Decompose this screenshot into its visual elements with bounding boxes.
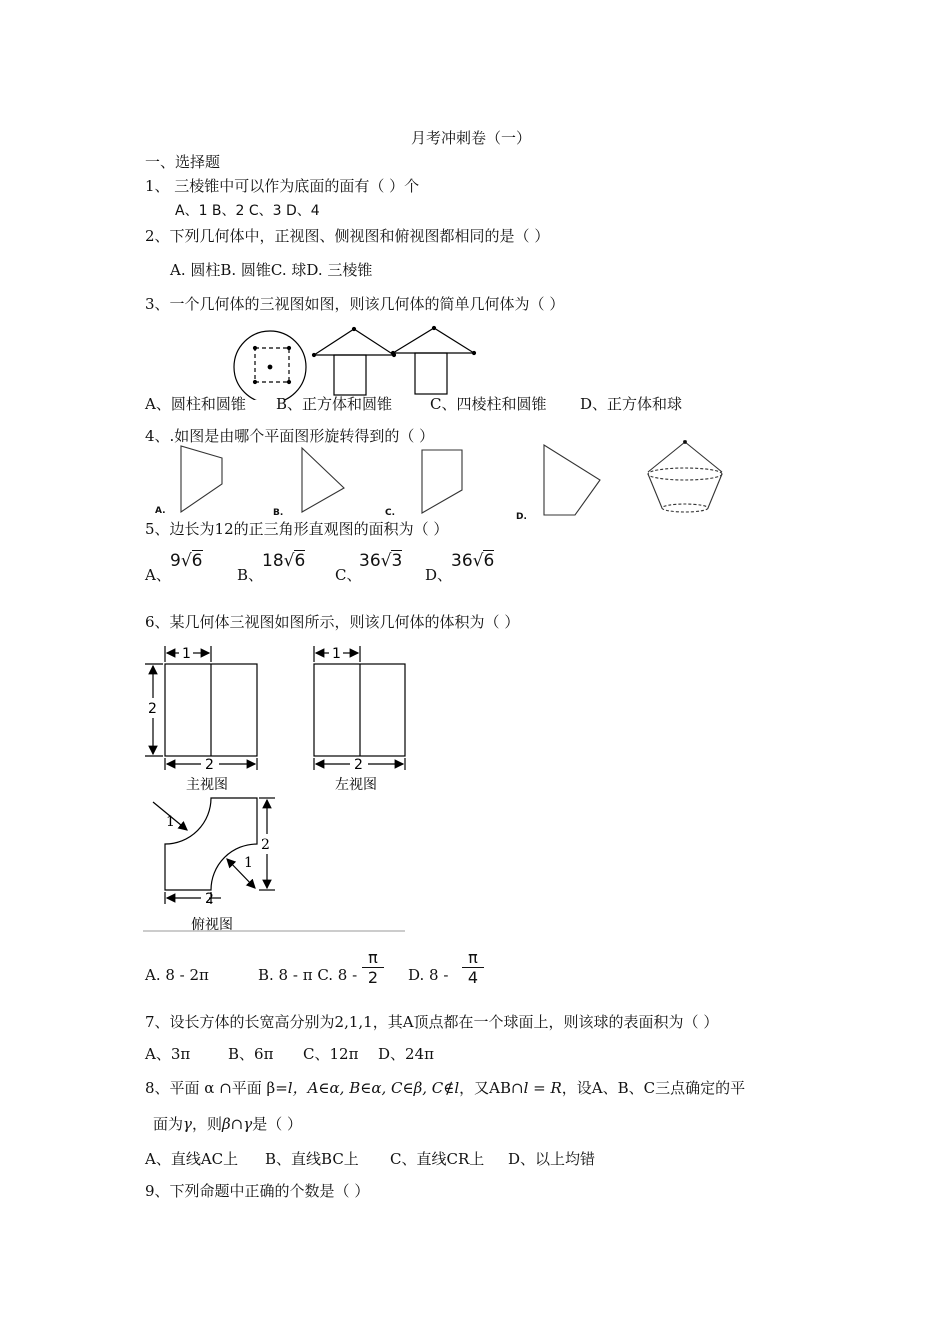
q6-side-top-dim: 1 [332, 646, 341, 662]
q6-fraction-d [462, 948, 484, 987]
q7-option-a: A、3π [145, 1045, 191, 1063]
q7-option-b: B、6π [228, 1045, 274, 1063]
q6-top-arc-dim-2: 1 [244, 855, 253, 871]
q8-text-1: 8、平面 α ∩平面 β= [145, 1079, 288, 1097]
q4-label-b: B. [273, 508, 284, 518]
sqrt-icon: √ [380, 551, 392, 571]
q4-label-a: A. [155, 506, 166, 516]
q4-figures [150, 440, 740, 520]
q5-letter-d: D、 [425, 566, 453, 584]
q6-front-bottom-dim: 2 [205, 757, 214, 773]
q4-stem: 4、.如图是由哪个平面图形旋转得到的（ ） [145, 427, 435, 445]
q5-stem: 5、边长为12的正三角形直观图的面积为（ ） [145, 520, 449, 538]
q6-front-view [145, 646, 257, 770]
q6-option-a: A. 8 - 2π [145, 966, 209, 984]
page-title: 月考冲刺卷（一） [411, 129, 532, 147]
q3-top-view [234, 331, 306, 400]
q5-radicand-a: 6 [191, 551, 203, 571]
q6-fraction-c [362, 948, 384, 987]
q5-coef-c: 36 [359, 551, 381, 571]
q8-line2 [153, 1115, 302, 1133]
q5-radicand-b: 6 [294, 551, 306, 571]
q5-letter-b: B、 [237, 566, 264, 584]
q8-text-5: ，则 [191, 1115, 222, 1133]
sqrt-icon: √ [472, 551, 484, 571]
q8-text-6: 是（ ） [252, 1115, 302, 1133]
q6-fraction-d-num: π [462, 948, 484, 968]
q4-label-d: D. [516, 512, 527, 522]
q5-option-c-expression [359, 552, 402, 570]
q4-solid-of-revolution [648, 441, 722, 513]
q6-side-bottom-dim: 2 [354, 757, 363, 773]
q6-option-d: D. 8 - [408, 966, 449, 984]
q8-math-1: l，A∈α, B∈α, C∈β, C∉l [287, 1079, 460, 1097]
q6-top-arc-dim-1: 1 [166, 814, 175, 830]
q6-side-view-label: 左视图 [335, 777, 377, 793]
q3-option-b: B、正方体和圆锥 [276, 395, 393, 413]
q5-radicand-d: 6 [483, 551, 495, 571]
q6-option-b-c: B. 8 - π C. 8 - [258, 966, 358, 984]
q8-option-d: D、以上均错 [508, 1150, 596, 1168]
q2-stem: 2、下列几何体中，正视图、侧视图和俯视图都相同的是（ ） [145, 227, 550, 245]
q5-coef-d: 36 [451, 551, 473, 571]
q5-coef-b: 18 [262, 551, 284, 571]
q6-top-view-label: 俯视图 [191, 917, 233, 933]
q2-options: A. 圆柱B. 圆锥C. 球D. 三棱锥 [170, 261, 373, 279]
q6-side-view [314, 646, 405, 770]
q8-text-3: ，设A、B、C三点确定的平 [561, 1079, 746, 1097]
q4-shape-d [544, 445, 600, 515]
q5-option-a-expression [170, 552, 203, 570]
q6-three-views-figure [143, 640, 408, 935]
q7-stem: 7、设长方体的长宽高分别为2,1,1，其A顶点都在一个球面上，则该球的表面积为（ ） [145, 1013, 719, 1031]
q8-math-2: l = R [523, 1079, 562, 1097]
q4-shape-c [422, 450, 462, 513]
q8-line1 [145, 1079, 745, 1097]
q5-option-b-expression [262, 552, 305, 570]
q8-text-2: ，又AB∩ [459, 1079, 524, 1097]
sqrt-icon: √ [283, 551, 295, 571]
q6-fraction-c-num: π [362, 948, 384, 968]
q8-text-4: 面为 [153, 1115, 184, 1133]
q3-three-views-figure [230, 325, 480, 400]
q1-stem: 1、 三棱锥中可以作为底面的面有（ ）个 [145, 177, 420, 195]
q5-letter-c: C、 [335, 566, 362, 584]
q3-option-d: D、正方体和球 [580, 395, 683, 413]
q6-fraction-d-den: 4 [467, 968, 479, 987]
q8-option-b: B、直线BC上 [265, 1150, 359, 1168]
q3-front-view [313, 328, 396, 396]
q8-gamma: γ [183, 1115, 192, 1133]
q8-option-c: C、直线CR上 [390, 1150, 485, 1168]
q7-option-d: D、24π [378, 1045, 434, 1063]
q9-stem: 9、下列命题中正确的个数是（ ） [145, 1182, 370, 1200]
section-heading: 一、选择题 [145, 153, 221, 171]
q6-front-view-label: 主视图 [186, 777, 228, 793]
q1-options: A、1 B、2 C、3 D、4 [175, 203, 320, 219]
q5-radicand-c: 3 [391, 551, 403, 571]
q4-label-c: C. [385, 508, 396, 518]
q3-stem: 3、一个几何体的三视图如图，则该几何体的简单几何体为（ ） [145, 295, 565, 313]
q7-option-c: C、12π [303, 1045, 359, 1063]
q6-fraction-c-den: 2 [367, 968, 379, 987]
q6-front-top-dim: 1 [182, 646, 191, 662]
q3-option-c: C、四棱柱和圆锥 [430, 395, 547, 413]
q8-option-a: A、直线AC上 [145, 1150, 239, 1168]
q6-front-left-dim: 2 [148, 701, 157, 717]
q6-top-bottom-dim: 2 [205, 891, 214, 907]
q3-option-a: A、圆柱和圆锥 [145, 395, 246, 413]
q5-letter-a: A、 [145, 566, 171, 584]
q4-shape-b [302, 448, 344, 512]
q6-top-right-dim: 2 [261, 837, 270, 853]
q8-math-3: β∩γ [222, 1115, 253, 1133]
q5-option-d-expression [451, 552, 494, 570]
sqrt-icon: √ [180, 551, 192, 571]
q3-side-view [392, 327, 476, 395]
q6-stem: 6、某几何体三视图如图所示，则该几何体的体积为（ ） [145, 613, 520, 631]
q4-shape-a [181, 446, 222, 512]
q5-coef-a: 9 [170, 551, 181, 571]
